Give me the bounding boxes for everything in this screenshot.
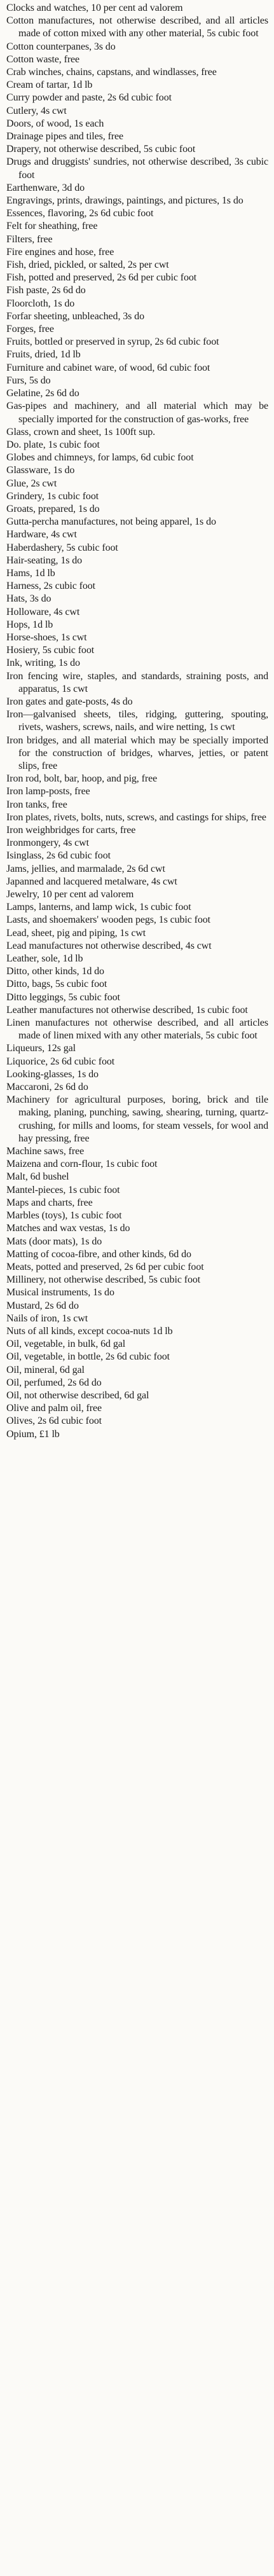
- tariff-entry: Forges, free: [6, 324, 54, 335]
- tariff-entry: Ironmongery, 4s cwt: [6, 837, 89, 849]
- tariff-entry: Glue, 2s cwt: [6, 478, 57, 489]
- tariff-entry: Machinery for agricultural purposes, boring, brick and tile making, planing, punching, sawing, shearing, turning, quartz-crushing, for mills and looms, for steam vessels, for wool and hay pressing, free: [6, 1094, 268, 1144]
- tariff-entry: Meats, potted and preserved, 2s 6d per cubic foot: [6, 1261, 204, 1272]
- tariff-entry: Iron—galvanised sheets, tiles, ridging, guttering, spouting, rivets, washers, screws, nails, and wire netting, 1s cwt: [6, 709, 268, 733]
- tariff-entry: Drapery, not otherwise described, 5s cubic foot: [6, 144, 196, 155]
- tariff-entry: Crab winches, chains, capstans, and windlasses, free: [6, 67, 217, 78]
- tariff-entry: Gutta-percha manufactures, not being apparel, 1s do: [6, 516, 216, 528]
- tariff-entry: Leather manufactures not otherwise described, 1s cubic foot: [6, 1004, 248, 1016]
- tariff-entry: Curry powder and paste, 2s 6d cubic foot: [6, 92, 172, 104]
- tariff-entry: Hats, 3s do: [6, 593, 51, 605]
- tariff-entry: Ditto, bags, 5s cubic foot: [6, 979, 107, 990]
- tariff-entry: Liqueurs, 12s gal: [6, 1043, 76, 1054]
- tariff-entry: Earthenware, 3d do: [6, 182, 85, 193]
- tariff-list: [6, 2, 268, 1441]
- tariff-entry: Oil, vegetable, in bulk, 6d gal: [6, 1339, 126, 1350]
- tariff-entry: Drugs and druggists' sundries, not otherwise described, 3s cubic foot: [6, 156, 268, 181]
- tariff-entry: Oil, not otherwise described, 6d gal: [6, 1389, 149, 1401]
- tariff-entry: Looking-glasses, 1s do: [6, 1068, 99, 1080]
- tariff-entry: Gas-pipes and machinery, and all material which may be specially imported for the construction of gas-works, free: [6, 401, 268, 425]
- tariff-entry: Fire engines and hose, free: [6, 246, 114, 258]
- tariff-entry: Hams, 1d lb: [6, 567, 55, 579]
- tariff-entry: Olive and palm oil, free: [6, 1403, 102, 1414]
- tariff-entry: Millinery, not otherwise described, 5s cubic foot: [6, 1274, 201, 1286]
- tariff-entry: Iron plates, rivets, bolts, nuts, screws, and castings for ships, free: [6, 811, 266, 823]
- tariff-entry: Hosiery, 5s cubic foot: [6, 645, 95, 656]
- tariff-entry: Lasts, and shoemakers' wooden pegs, 1s cubic foot: [6, 914, 211, 926]
- tariff-entry: Oil, mineral, 6d gal: [6, 1364, 85, 1375]
- tariff-entry: Ditto, other kinds, 1d do: [6, 966, 104, 977]
- tariff-entry: Malt, 6d bushel: [6, 1171, 69, 1183]
- tariff-entry: Iron rod, bolt, bar, hoop, and pig, free: [6, 773, 158, 785]
- tariff-entry: Floorcloth, 1s do: [6, 298, 75, 309]
- tariff-entry: Felt for sheathing, free: [6, 221, 98, 232]
- tariff-entry: Doors, of wood, 1s each: [6, 118, 104, 129]
- tariff-entry: Linen manufactures not otherwise described, and all articles made of linen mixed with any other materials, 5s cubic foot: [6, 1017, 268, 1042]
- tariff-entry: Gelatine, 2s 6d do: [6, 388, 79, 399]
- tariff-entry: Engravings, prints, drawings, paintings, and pictures, 1s do: [6, 195, 243, 207]
- tariff-entry: Maccaroni, 2s 6d do: [6, 1082, 88, 1093]
- tariff-entry: Cutlery, 4s cwt: [6, 105, 67, 116]
- tariff-entry: Iron tanks, free: [6, 799, 67, 810]
- tariff-entry: Olives, 2s 6d cubic foot: [6, 1415, 102, 1427]
- tariff-entry: Cotton counterpanes, 3s do: [6, 41, 116, 52]
- tariff-entry: Hops, 1d lb: [6, 619, 53, 630]
- tariff-entry: Oil, perfumed, 2s 6d do: [6, 1377, 102, 1388]
- tariff-entry: Glass, crown and sheet, 1s 100ft sup.: [6, 426, 156, 437]
- tariff-entry: Clocks and watches, 10 per cent ad valorem: [6, 3, 183, 13]
- tariff-entry: Furs, 5s do: [6, 375, 51, 386]
- tariff-entry: Harness, 2s cubic foot: [6, 581, 95, 592]
- tariff-entry: Iron fencing wire, staples, and standards, straining posts, and apparatus, 1s cwt: [6, 670, 268, 694]
- tariff-entry: Glassware, 1s do: [6, 465, 75, 476]
- tariff-entry: Lead manufactures not otherwise described, 4s cwt: [6, 940, 212, 951]
- tariff-entry: Cotton manufactures, not otherwise described, and all articles made of cotton mixed with any other material, 5s cubic foot: [6, 15, 268, 39]
- tariff-entry: Leather, sole, 1d lb: [6, 953, 83, 965]
- tariff-entry: Lamps, lanterns, and lamp wick, 1s cubic foot: [6, 902, 191, 913]
- tariff-entry: Iron lamp-posts, free: [6, 786, 90, 797]
- tariff-entry: Drainage pipes and tiles, free: [6, 131, 124, 142]
- tariff-entry: Japanned and lacquered metalware, 4s cwt: [6, 876, 177, 887]
- tariff-entry: Matting of cocoa-fibre, and other kinds, 6d do: [6, 1248, 191, 1260]
- tariff-entry: Ink, writing, 1s do: [6, 658, 80, 669]
- tariff-entry: Mats (door mats), 1s do: [6, 1236, 102, 1247]
- tariff-entry: Cotton waste, free: [6, 53, 80, 65]
- tariff-entry: Furniture and cabinet ware, of wood, 6d cubic foot: [6, 362, 210, 373]
- tariff-entry: Machine saws, free: [6, 1146, 85, 1157]
- tariff-entry: Hardware, 4s cwt: [6, 529, 77, 541]
- tariff-entry: Marbles (toys), 1s cubic foot: [6, 1210, 122, 1222]
- tariff-entry: Iron bridges, and all material which may be specially imported for the construction of bridges, wharves, jetties, or patent slips, free: [6, 734, 268, 771]
- tariff-entry: Cream of tartar, 1d lb: [6, 79, 93, 91]
- tariff-entry: Iron gates and gate-posts, 4s do: [6, 696, 133, 707]
- tariff-entry: Oil, vegetable, in bottle, 2s 6d cubic foot: [6, 1351, 170, 1363]
- tariff-entry: Mustard, 2s 6d do: [6, 1300, 79, 1311]
- tariff-entry: Liquorice, 2s 6d cubic foot: [6, 1056, 115, 1067]
- tariff-entry: Nails of iron, 1s cwt: [6, 1312, 88, 1324]
- tariff-entry: Haberdashery, 5s cubic foot: [6, 542, 118, 553]
- tariff-entry: Essences, flavoring, 2s 6d cubic foot: [6, 208, 154, 219]
- tariff-entry: Grindery, 1s cubic foot: [6, 490, 99, 502]
- tariff-entry: Musical instruments, 1s do: [6, 1287, 114, 1298]
- tariff-entry: Fish, potted and preserved, 2s 6d per cubic foot: [6, 272, 197, 284]
- tariff-entry: Holloware, 4s cwt: [6, 606, 80, 617]
- tariff-entry: Hair-seating, 1s do: [6, 554, 83, 566]
- tariff-entry: Groats, prepared, 1s do: [6, 503, 100, 514]
- tariff-entry: Forfar sheeting, unbleached, 3s do: [6, 310, 144, 322]
- tariff-entry: Fruits, bottled or preserved in syrup, 2s 6d cubic foot: [6, 336, 219, 348]
- tariff-entry: Jams, jellies, and marmalade, 2s 6d cwt: [6, 863, 165, 874]
- tariff-entry: Nuts of all kinds, except cocoa-nuts 1d lb: [6, 1325, 173, 1337]
- tariff-entry: Filters, free: [6, 233, 53, 245]
- tariff-entry: Matches and wax vestas, 1s do: [6, 1223, 130, 1234]
- tariff-entry: Opium, £1 lb: [6, 1428, 60, 1440]
- tariff-entry: Jewelry, 10 per cent ad valorem: [6, 889, 134, 900]
- tariff-entry: Globes and chimneys, for lamps, 6d cubic foot: [6, 452, 194, 464]
- tariff-entry: Do. plate, 1s cubic foot: [6, 439, 100, 450]
- tariff-entry: Isinglass, 2s 6d cubic foot: [6, 850, 111, 862]
- tariff-entry: Fish paste, 2s 6d do: [6, 285, 86, 296]
- tariff-entry: Fish, dried, pickled, or salted, 2s per cwt: [6, 259, 169, 271]
- tariff-entry: Mantel-pieces, 1s cubic foot: [6, 1184, 120, 1195]
- tariff-entry: Maps and charts, free: [6, 1197, 93, 1208]
- tariff-entry: Lead, sheet, pig and piping, 1s cwt: [6, 927, 146, 939]
- tariff-entry: Ditto leggings, 5s cubic foot: [6, 991, 120, 1003]
- tariff-entry: Fruits, dried, 1d lb: [6, 349, 81, 361]
- tariff-entry: Horse-shoes, 1s cwt: [6, 631, 87, 643]
- tariff-entry: Maizena and corn-flour, 1s cubic foot: [6, 1159, 158, 1170]
- tariff-entry: Iron weighbridges for carts, free: [6, 825, 136, 836]
